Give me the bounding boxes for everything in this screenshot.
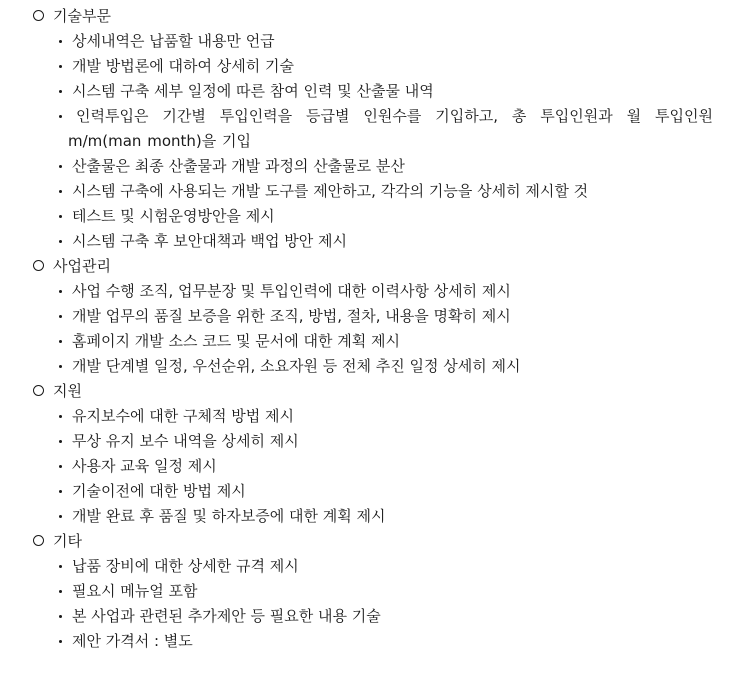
list-item-wrapped: 인력투입은 기간별 투입인력을 등급별 인원수를 기입하고, 총 투입인원과 월 투입인원 m/m(man month)을 기입 (0, 104, 749, 154)
section-heading-text: 지원 (53, 382, 82, 400)
list-item: 산출물은 최종 산출물과 개발 과정의 산출물로 분산 (0, 154, 749, 179)
list-item: 개발 방법론에 대하여 상세히 기술 (0, 54, 749, 79)
dot-bullet-icon (59, 190, 62, 193)
list-item: 시스템 구축에 사용되는 개발 도구를 제안하고, 각각의 기능을 상세히 제시할 것 (0, 179, 749, 204)
dot-bullet-icon (59, 65, 62, 68)
list-item: 사용자 교육 일정 제시 (0, 454, 749, 479)
list-item: 개발 완료 후 품질 및 하자보증에 대한 계획 제시 (0, 504, 749, 529)
list-item: 시스템 구축 세부 일정에 따른 참여 인력 및 산출물 내역 (0, 79, 749, 104)
dot-bullet-icon (59, 290, 62, 293)
circle-bullet-icon (33, 10, 44, 21)
section-heading-support (0, 379, 749, 404)
dot-bullet-icon (59, 115, 62, 118)
dot-bullet-icon (59, 340, 62, 343)
list-item: 기술이전에 대한 방법 제시 (0, 479, 749, 504)
list-item: 홈페이지 개발 소스 코드 및 문서에 대한 계획 제시 (0, 329, 749, 354)
dot-bullet-icon (59, 515, 62, 518)
list-item: 제안 가격서 : 별도 (0, 629, 749, 654)
list-item: 본 사업과 관련된 추가제안 등 필요한 내용 기술 (0, 604, 749, 629)
section-heading-text: 기타 (53, 532, 82, 550)
list-item: 개발 업무의 품질 보증을 위한 조직, 방법, 절차, 내용을 명확히 제시 (0, 304, 749, 329)
circle-bullet-icon (33, 535, 44, 546)
dot-bullet-icon (59, 365, 62, 368)
circle-bullet-icon (33, 260, 44, 271)
dot-bullet-icon (59, 40, 62, 43)
list-item: 사업 수행 조직, 업무분장 및 투입인력에 대한 이력사항 상세히 제시 (0, 279, 749, 304)
dot-bullet-icon (59, 465, 62, 468)
wrap-continuation: m/m(man month)을 기입 (68, 132, 251, 150)
list-item: 무상 유지 보수 내역을 상세히 제시 (0, 429, 749, 454)
section-heading-other (0, 529, 749, 554)
list-item: 납품 장비에 대한 상세한 규격 제시 (0, 554, 749, 579)
dot-bullet-icon (59, 315, 62, 318)
dot-bullet-icon (59, 90, 62, 93)
list-item: 필요시 메뉴얼 포함 (0, 579, 749, 604)
dot-bullet-icon (59, 165, 62, 168)
dot-bullet-icon (59, 640, 62, 643)
document-body (0, 4, 749, 654)
section-heading-text: 기술부문 (53, 7, 111, 25)
dot-bullet-icon (59, 615, 62, 618)
list-item: 테스트 및 시험운영방안을 제시 (0, 204, 749, 229)
list-item: 시스템 구축 후 보안대책과 백업 방안 제시 (0, 229, 749, 254)
list-item: 유지보수에 대한 구체적 방법 제시 (0, 404, 749, 429)
list-item: 상세내역은 납품할 내용만 언급 (0, 29, 749, 54)
circle-bullet-icon (33, 385, 44, 396)
section-heading-text: 사업관리 (53, 257, 111, 275)
dot-bullet-icon (59, 490, 62, 493)
section-heading-technical (0, 4, 749, 29)
list-item: 개발 단계별 일정, 우선순위, 소요자원 등 전체 추진 일정 상세히 제시 (0, 354, 749, 379)
dot-bullet-icon (59, 565, 62, 568)
dot-bullet-icon (59, 590, 62, 593)
dot-bullet-icon (59, 215, 62, 218)
section-heading-management (0, 254, 749, 279)
dot-bullet-icon (59, 415, 62, 418)
dot-bullet-icon (59, 440, 62, 443)
dot-bullet-icon (59, 240, 62, 243)
